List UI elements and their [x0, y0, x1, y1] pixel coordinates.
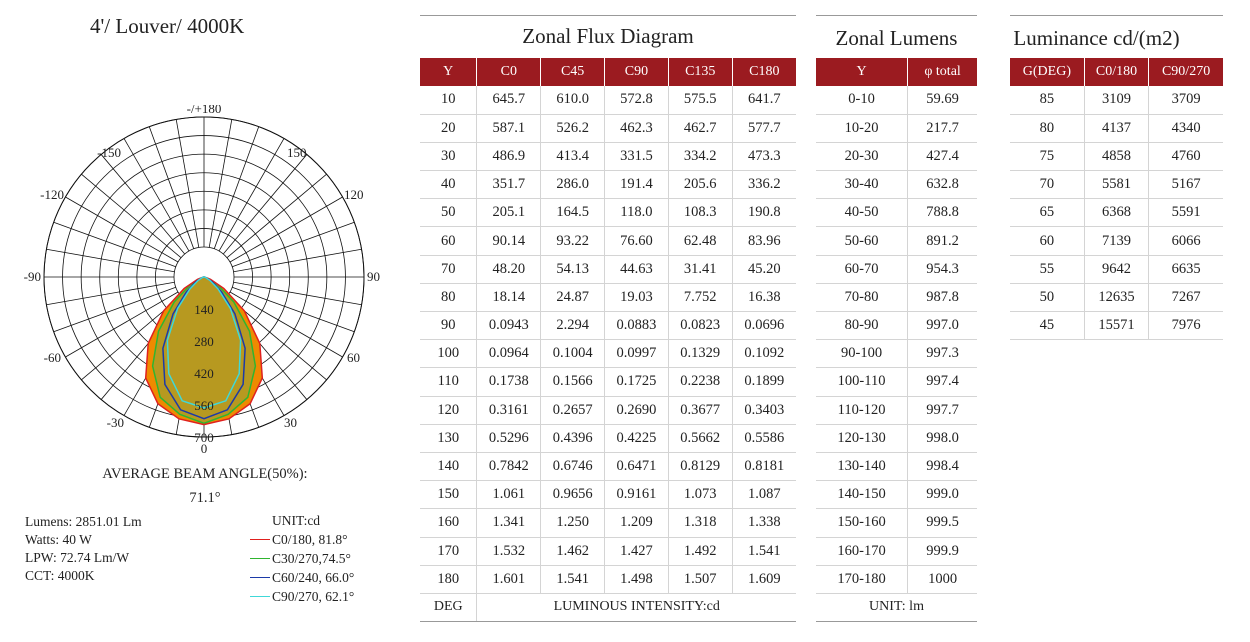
table-cell: 334.2	[668, 142, 732, 170]
table-cell: 0-10	[816, 86, 908, 114]
table-row	[816, 537, 977, 565]
table-header-row	[420, 58, 796, 86]
table-cell: 0.0823	[668, 312, 732, 340]
footer-unit: LUMINOUS INTENSITY:cd	[477, 593, 796, 621]
polar-spoke	[227, 174, 327, 258]
table-row	[420, 142, 796, 170]
column-header: C90	[605, 58, 669, 86]
table-row	[816, 396, 977, 424]
table-header-row	[1010, 58, 1223, 86]
table-cell: 45.20	[732, 255, 796, 283]
table-cell: 998.4	[908, 452, 977, 480]
table-row	[816, 171, 977, 199]
table-cell: 76.60	[605, 227, 669, 255]
table-row	[420, 537, 796, 565]
table-cell: 645.7	[477, 86, 541, 114]
table-cell: 130	[420, 424, 477, 452]
table-cell: 1.609	[732, 565, 796, 593]
angle-tick-label: 60	[347, 350, 360, 365]
table-row	[420, 312, 796, 340]
table-cell: 45	[1010, 312, 1084, 340]
legend-swatch	[250, 558, 270, 559]
table-row	[420, 199, 796, 227]
table-cell: 50	[420, 199, 477, 227]
angle-tick-label: 120	[344, 187, 364, 202]
column-header: C0	[477, 58, 541, 86]
table-cell: 150	[420, 481, 477, 509]
column-header: C180	[732, 58, 796, 86]
table-cell: 6066	[1149, 227, 1223, 255]
legend-item-label: C90/270, 62.1°	[272, 589, 355, 604]
beam-angle-value: 71.1°	[189, 490, 221, 506]
table-cell: 100-110	[816, 368, 908, 396]
table-row	[420, 396, 796, 424]
legend-swatch	[250, 539, 270, 540]
table-cell: 93.22	[541, 227, 605, 255]
table-cell: 1000	[908, 565, 977, 593]
table-cell: 0.0997	[605, 340, 669, 368]
angle-tick-label: -/+180	[186, 105, 222, 116]
table-cell: 0.3161	[477, 396, 541, 424]
table-cell: 1.462	[541, 537, 605, 565]
table-cell: 1.541	[732, 537, 796, 565]
photometric-stats	[25, 513, 142, 585]
table-cell: 526.2	[541, 114, 605, 142]
polar-spoke	[234, 249, 362, 272]
table-cell: 24.87	[541, 283, 605, 311]
table-cell: 0.9161	[605, 481, 669, 509]
table-cell: 0.8181	[732, 452, 796, 480]
table-cell: 40-50	[816, 199, 908, 227]
table-cell: 110	[420, 368, 477, 396]
table-cell: 5167	[1149, 171, 1223, 199]
table-cell: 462.3	[605, 114, 669, 142]
table-cell: 1.318	[668, 509, 732, 537]
legend-item	[250, 549, 354, 568]
table-cell: 286.0	[541, 171, 605, 199]
table-cell: 50	[1010, 283, 1084, 311]
table-cell: 351.7	[477, 171, 541, 199]
table-cell: 62.48	[668, 227, 732, 255]
radial-tick-label: 700	[194, 430, 214, 445]
table-cell: 0.0964	[477, 340, 541, 368]
angle-tick-label: -120	[40, 187, 64, 202]
table-cell: 217.7	[908, 114, 977, 142]
table-cell: 610.0	[541, 86, 605, 114]
table-cell: 191.4	[605, 171, 669, 199]
table-cell: 140-150	[816, 481, 908, 509]
table-cell: 1.209	[605, 509, 669, 537]
lumens-top-rule	[816, 15, 977, 16]
table-row	[816, 312, 977, 340]
table-cell: 118.0	[605, 199, 669, 227]
table-cell: 0.7842	[477, 452, 541, 480]
polar-spoke	[234, 282, 362, 305]
table-cell: 5591	[1149, 199, 1223, 227]
table-cell: 4137	[1084, 114, 1148, 142]
table-cell: 60	[1010, 227, 1084, 255]
table-cell: 1.087	[732, 481, 796, 509]
polar-spoke	[176, 119, 199, 247]
table-row	[816, 481, 977, 509]
table-cell: 4340	[1149, 114, 1223, 142]
table-cell: 48.20	[477, 255, 541, 283]
table-cell: 7.752	[668, 283, 732, 311]
table-cell: 90-100	[816, 340, 908, 368]
table-cell: 7976	[1149, 312, 1223, 340]
table-cell: 170	[420, 537, 477, 565]
column-header: G(DEG)	[1010, 58, 1084, 86]
table-cell: 0.0883	[605, 312, 669, 340]
column-header: Y	[420, 58, 477, 86]
page-title: 4'/ Louver/ 4000K	[90, 14, 245, 38]
table-cell: 10	[420, 86, 477, 114]
luminance-table	[1010, 58, 1223, 340]
table-row	[1010, 255, 1223, 283]
table-cell: 65	[1010, 199, 1084, 227]
stat-lpw: LPW: 72.74 Lm/W	[25, 550, 130, 565]
table-cell: 0.5296	[477, 424, 541, 452]
column-header: Y	[816, 58, 908, 86]
stat-watts: Watts: 40 W	[25, 532, 92, 547]
table-cell: 90.14	[477, 227, 541, 255]
table-cell: 205.1	[477, 199, 541, 227]
table-cell: 1.341	[477, 509, 541, 537]
table-cell: 0.9656	[541, 481, 605, 509]
table-cell: 5581	[1084, 171, 1148, 199]
table-cell: 486.9	[477, 142, 541, 170]
luminance-top-rule	[1010, 15, 1223, 16]
polar-candela-diagram	[20, 105, 400, 465]
legend-item-label: C30/270,74.5°	[272, 551, 351, 566]
table-row	[420, 565, 796, 593]
table-row	[816, 340, 977, 368]
table-cell: 70	[1010, 171, 1084, 199]
table-cell: 577.7	[732, 114, 796, 142]
table-row	[816, 565, 977, 593]
table-cell: 462.7	[668, 114, 732, 142]
table-cell: 0.1899	[732, 368, 796, 396]
table-cell: 44.63	[605, 255, 669, 283]
table-row	[816, 255, 977, 283]
table-row	[1010, 171, 1223, 199]
table-cell: 110-120	[816, 396, 908, 424]
table-cell: 0.3677	[668, 396, 732, 424]
table-row	[1010, 312, 1223, 340]
table-cell: 150-160	[816, 509, 908, 537]
lumens-title: Zonal Lumens	[835, 26, 958, 50]
table-cell: 140	[420, 452, 477, 480]
table-cell: 85	[1010, 86, 1084, 114]
table-cell: 55	[1010, 255, 1084, 283]
table-cell: 1.427	[605, 537, 669, 565]
legend-item	[250, 587, 354, 606]
table-cell: 15571	[1084, 312, 1148, 340]
table-cell: 0.1092	[732, 340, 796, 368]
table-row	[420, 509, 796, 537]
table-cell: 587.1	[477, 114, 541, 142]
table-cell: 0.4396	[541, 424, 605, 452]
table-cell: 0.6471	[605, 452, 669, 480]
table-footer-row	[816, 593, 977, 621]
table-cell: 30	[420, 142, 477, 170]
table-cell: 83.96	[732, 227, 796, 255]
table-cell: 108.3	[668, 199, 732, 227]
table-cell: 9642	[1084, 255, 1148, 283]
table-cell: 205.6	[668, 171, 732, 199]
luminance-title: Luminance cd/(m2)	[1013, 26, 1180, 50]
table-cell: 999.5	[908, 509, 977, 537]
angle-tick-label: 0	[200, 441, 208, 456]
table-row	[1010, 227, 1223, 255]
column-header: φ total	[908, 58, 977, 86]
table-cell: 572.8	[605, 86, 669, 114]
table-cell: 632.8	[908, 171, 977, 199]
table-cell: 1.250	[541, 509, 605, 537]
column-header: C90/270	[1149, 58, 1223, 86]
table-cell: 641.7	[732, 86, 796, 114]
table-cell: 160	[420, 509, 477, 537]
table-row	[420, 452, 796, 480]
table-cell: 10-20	[816, 114, 908, 142]
table-cell: 331.5	[605, 142, 669, 170]
radial-tick-label: 560	[194, 398, 214, 413]
table-row	[420, 114, 796, 142]
table-cell: 0.0943	[477, 312, 541, 340]
table-cell: 0.2690	[605, 396, 669, 424]
table-cell: 20	[420, 114, 477, 142]
table-cell: 0.1329	[668, 340, 732, 368]
table-cell: 7267	[1149, 283, 1223, 311]
table-cell: 891.2	[908, 227, 977, 255]
table-cell: 1.492	[668, 537, 732, 565]
footer-deg: DEG	[420, 593, 477, 621]
table-cell: 75	[1010, 142, 1084, 170]
angle-tick-label: -60	[43, 350, 61, 365]
table-row	[1010, 283, 1223, 311]
table-cell: 427.4	[908, 142, 977, 170]
table-cell: 788.8	[908, 199, 977, 227]
table-cell: 0.1725	[605, 368, 669, 396]
table-cell: 0.5662	[668, 424, 732, 452]
polar-spoke	[209, 119, 232, 247]
table-cell: 130-140	[816, 452, 908, 480]
table-cell: 997.3	[908, 340, 977, 368]
table-cell: 60	[420, 227, 477, 255]
table-cell: 50-60	[816, 227, 908, 255]
table-row	[1010, 142, 1223, 170]
table-cell: 473.3	[732, 142, 796, 170]
table-cell: 120-130	[816, 424, 908, 452]
table-row	[816, 283, 977, 311]
table-cell: 190.8	[732, 199, 796, 227]
angle-tick-label: -90	[23, 269, 41, 284]
table-cell: 16.38	[732, 283, 796, 311]
radial-tick-label: 420	[194, 366, 214, 381]
table-cell: 60-70	[816, 255, 908, 283]
table-row	[420, 227, 796, 255]
table-cell: 1.498	[605, 565, 669, 593]
table-cell: 999.0	[908, 481, 977, 509]
table-cell: 4858	[1084, 142, 1148, 170]
table-cell: 170-180	[816, 565, 908, 593]
table-cell: 59.69	[908, 86, 977, 114]
table-cell: 2.294	[541, 312, 605, 340]
table-cell: 1.541	[541, 565, 605, 593]
polar-spoke	[46, 249, 174, 272]
table-cell: 70-80	[816, 283, 908, 311]
table-cell: 954.3	[908, 255, 977, 283]
table-cell: 12635	[1084, 283, 1148, 311]
table-cell: 413.4	[541, 142, 605, 170]
legend-unit: UNIT:cd	[272, 513, 321, 528]
footer-unit: UNIT: lm	[816, 593, 977, 621]
stat-cct: CCT: 4000K	[25, 568, 95, 583]
table-cell: 0.1566	[541, 368, 605, 396]
polar-legend	[250, 511, 354, 606]
table-row	[420, 255, 796, 283]
table-cell: 998.0	[908, 424, 977, 452]
table-cell: 80	[420, 283, 477, 311]
table-cell: 997.7	[908, 396, 977, 424]
table-cell: 1.507	[668, 565, 732, 593]
table-row	[816, 452, 977, 480]
table-footer-row	[420, 593, 796, 621]
table-cell: 0.1004	[541, 340, 605, 368]
table-cell: 0.4225	[605, 424, 669, 452]
table-cell: 0.3403	[732, 396, 796, 424]
column-header: C0/180	[1084, 58, 1148, 86]
table-cell: 0.6746	[541, 452, 605, 480]
table-cell: 997.0	[908, 312, 977, 340]
zonal-flux-table	[420, 58, 796, 622]
legend-swatch	[250, 577, 270, 578]
radial-tick-label: 140	[194, 302, 214, 317]
table-cell: 120	[420, 396, 477, 424]
angle-tick-label: -30	[106, 415, 124, 430]
table-cell: 0.2657	[541, 396, 605, 424]
polar-spoke	[223, 154, 307, 254]
table-cell: 0.1738	[477, 368, 541, 396]
beam-angle-label: AVERAGE BEAM ANGLE(50%):	[102, 466, 308, 482]
table-row	[816, 199, 977, 227]
legend-swatch	[250, 596, 270, 597]
table-cell: 80	[1010, 114, 1084, 142]
legend-item-label: C60/240, 66.0°	[272, 570, 355, 585]
table-row	[420, 86, 796, 114]
table-cell: 3109	[1084, 86, 1148, 114]
table-cell: 336.2	[732, 171, 796, 199]
table-cell: 54.13	[541, 255, 605, 283]
table-cell: 19.03	[605, 283, 669, 311]
polar-spoke	[46, 282, 174, 305]
stat-lumens: Lumens: 2851.01 Lm	[25, 514, 142, 529]
table-cell: 40	[420, 171, 477, 199]
column-header: C45	[541, 58, 605, 86]
table-row	[816, 509, 977, 537]
table-cell: 31.41	[668, 255, 732, 283]
table-cell: 20-30	[816, 142, 908, 170]
table-header-row	[816, 58, 977, 86]
table-row	[816, 227, 977, 255]
angle-tick-label: -150	[97, 145, 121, 160]
table-row	[816, 424, 977, 452]
table-cell: 0.2238	[668, 368, 732, 396]
flux-top-rule	[420, 15, 796, 16]
table-cell: 1.061	[477, 481, 541, 509]
table-row	[420, 283, 796, 311]
table-cell: 180	[420, 565, 477, 593]
angle-tick-label: 30	[284, 415, 297, 430]
table-cell: 987.8	[908, 283, 977, 311]
table-cell: 0.5586	[732, 424, 796, 452]
table-cell: 70	[420, 255, 477, 283]
table-cell: 80-90	[816, 312, 908, 340]
angle-tick-label: 150	[287, 145, 307, 160]
flux-title: Zonal Flux Diagram	[522, 24, 694, 48]
table-cell: 0.0696	[732, 312, 796, 340]
column-header: C135	[668, 58, 732, 86]
table-cell: 18.14	[477, 283, 541, 311]
table-cell: 90	[420, 312, 477, 340]
table-cell: 1.073	[668, 481, 732, 509]
legend-item-label: C0/180, 81.8°	[272, 532, 348, 547]
table-row	[420, 368, 796, 396]
table-row	[816, 368, 977, 396]
table-row	[420, 171, 796, 199]
table-row	[1010, 86, 1223, 114]
legend-item	[250, 568, 354, 587]
radial-tick-label: 280	[194, 334, 214, 349]
table-cell: 0.8129	[668, 452, 732, 480]
table-cell: 100	[420, 340, 477, 368]
table-row	[420, 424, 796, 452]
table-cell: 1.338	[732, 509, 796, 537]
table-cell: 3709	[1149, 86, 1223, 114]
table-cell: 164.5	[541, 199, 605, 227]
table-row	[420, 481, 796, 509]
table-row	[1010, 199, 1223, 227]
table-cell: 575.5	[668, 86, 732, 114]
beam-angle	[40, 462, 370, 510]
table-cell: 7139	[1084, 227, 1148, 255]
polar-spoke	[101, 154, 185, 254]
table-cell: 6368	[1084, 199, 1148, 227]
table-row	[420, 340, 796, 368]
polar-spoke	[81, 174, 181, 258]
zonal-lumens-table	[816, 58, 977, 622]
table-cell: 160-170	[816, 537, 908, 565]
angle-tick-label: 90	[367, 269, 380, 284]
table-cell: 1.532	[477, 537, 541, 565]
table-row	[816, 142, 977, 170]
table-cell: 999.9	[908, 537, 977, 565]
table-row	[816, 114, 977, 142]
table-cell: 1.601	[477, 565, 541, 593]
table-cell: 997.4	[908, 368, 977, 396]
table-cell: 4760	[1149, 142, 1223, 170]
legend-item	[250, 530, 354, 549]
table-row	[1010, 114, 1223, 142]
table-cell: 6635	[1149, 255, 1223, 283]
table-cell: 30-40	[816, 171, 908, 199]
table-row	[816, 86, 977, 114]
